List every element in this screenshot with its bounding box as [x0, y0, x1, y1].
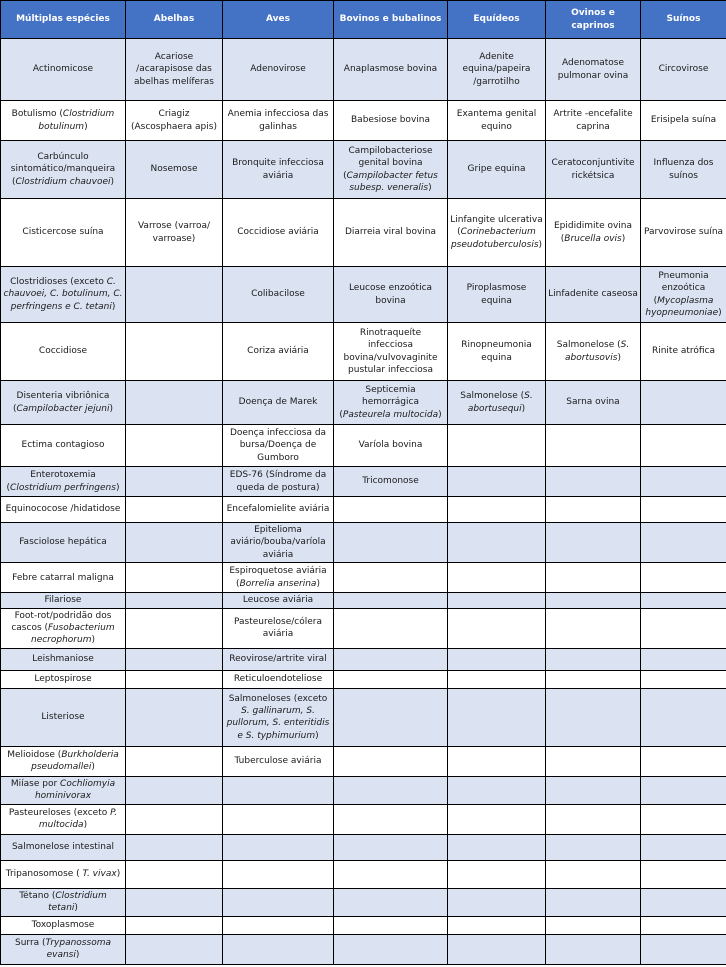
- cell-aves: Epitelioma aviário/bouba/varíola aviária: [223, 523, 334, 563]
- cell-multiplas-especies: Disenteria vibriônica (Campilobacter jejuni): [1, 381, 126, 425]
- cell-abelhas: [126, 425, 223, 467]
- cell-multiplas-especies: Leptospirose: [1, 670, 126, 688]
- table-row: [1, 467, 726, 497]
- table-row: [1, 323, 726, 381]
- table-row: [1, 648, 726, 670]
- table-row: [1, 563, 726, 593]
- cell-abelhas: [126, 381, 223, 425]
- header-equideos: Equídeos: [448, 1, 546, 39]
- cell-abelhas: [126, 888, 223, 916]
- table-row: [1, 381, 726, 425]
- cell-equideos: [448, 916, 546, 934]
- cell-multiplas-especies: Foot-rot/podridão dos cascos (Fusobacterium necrophorum): [1, 608, 126, 648]
- cell-suinos: Influenza dos suínos: [641, 141, 726, 199]
- table-row: [1, 39, 726, 101]
- cell-bovinos-e-bubalinos: Leucose enzoótica bovina: [334, 267, 448, 323]
- cell-suinos: [641, 497, 726, 523]
- cell-aves: Tuberculose aviária: [223, 746, 334, 776]
- cell-multiplas-especies: Coccidiose: [1, 323, 126, 381]
- cell-ovinos-e-caprinos: [546, 860, 641, 888]
- table-row: [1, 523, 726, 563]
- cell-suinos: [641, 804, 726, 834]
- cell-equideos: [448, 860, 546, 888]
- cell-bovinos-e-bubalinos: Babesiose bovina: [334, 101, 448, 141]
- cell-ovinos-e-caprinos: [546, 934, 641, 964]
- cell-equideos: [448, 467, 546, 497]
- cell-suinos: [641, 834, 726, 860]
- table-row: [1, 834, 726, 860]
- cell-abelhas: [126, 860, 223, 888]
- cell-aves: Bronquite infecciosa aviária: [223, 141, 334, 199]
- cell-bovinos-e-bubalinos: [334, 670, 448, 688]
- table-row: [1, 101, 726, 141]
- cell-equideos: [448, 563, 546, 593]
- cell-suinos: Erisipela suína: [641, 101, 726, 141]
- cell-multiplas-especies: Clostridioses (exceto C. chauvoei, C. botulinum, C. perfringens e C. tetani): [1, 267, 126, 323]
- cell-equideos: [448, 746, 546, 776]
- cell-equideos: [448, 934, 546, 964]
- cell-multiplas-especies: Carbúnculo sintomático/manqueira (Clostridium chauvoei): [1, 141, 126, 199]
- cell-suinos: [641, 860, 726, 888]
- cell-suinos: [641, 888, 726, 916]
- cell-ovinos-e-caprinos: [546, 523, 641, 563]
- cell-ovinos-e-caprinos: Salmonelose (S. abortusovis): [546, 323, 641, 381]
- cell-equideos: [448, 834, 546, 860]
- cell-multiplas-especies: Ectima contagioso: [1, 425, 126, 467]
- cell-bovinos-e-bubalinos: [334, 776, 448, 804]
- table-row: [1, 804, 726, 834]
- cell-suinos: [641, 425, 726, 467]
- cell-bovinos-e-bubalinos: Rinotraqueíte infecciosa bovina/vulvovaginite pustular infecciosa: [334, 323, 448, 381]
- cell-aves: Doença infecciosa da bursa/Doença de Gumboro: [223, 425, 334, 467]
- cell-aves: Leucose aviária: [223, 593, 334, 608]
- cell-multiplas-especies: Botulismo (Clostridium botulinum): [1, 101, 126, 141]
- cell-aves: [223, 934, 334, 964]
- cell-ovinos-e-caprinos: Sarna ovina: [546, 381, 641, 425]
- cell-equideos: Gripe equina: [448, 141, 546, 199]
- cell-ovinos-e-caprinos: [546, 776, 641, 804]
- cell-equideos: [448, 688, 546, 746]
- table-row: [1, 425, 726, 467]
- cell-equideos: Exantema genital equino: [448, 101, 546, 141]
- cell-abelhas: [126, 916, 223, 934]
- cell-suinos: [641, 648, 726, 670]
- table-row: [1, 608, 726, 648]
- cell-aves: [223, 916, 334, 934]
- table-row: [1, 860, 726, 888]
- cell-bovinos-e-bubalinos: [334, 688, 448, 746]
- cell-bovinos-e-bubalinos: [334, 860, 448, 888]
- cell-aves: Doença de Marek: [223, 381, 334, 425]
- cell-bovinos-e-bubalinos: [334, 804, 448, 834]
- cell-equideos: [448, 804, 546, 834]
- cell-suinos: Rinite atrófica: [641, 323, 726, 381]
- cell-ovinos-e-caprinos: [546, 497, 641, 523]
- cell-abelhas: [126, 834, 223, 860]
- cell-abelhas: Criagiz (Ascosphaera apis): [126, 101, 223, 141]
- cell-ovinos-e-caprinos: Epididimite ovina (Brucella ovis): [546, 199, 641, 267]
- cell-aves: Salmoneloses (exceto S. gallinarum, S. pullorum, S. enteritidis e S. typhimurium): [223, 688, 334, 746]
- cell-suinos: [641, 688, 726, 746]
- cell-aves: Reovirose/artrite viral: [223, 648, 334, 670]
- cell-aves: [223, 888, 334, 916]
- cell-suinos: Parvovirose suína: [641, 199, 726, 267]
- cell-aves: Espiroquetose aviária (Borrelia anserina): [223, 563, 334, 593]
- cell-bovinos-e-bubalinos: [334, 934, 448, 964]
- cell-ovinos-e-caprinos: [546, 888, 641, 916]
- cell-suinos: [641, 381, 726, 425]
- cell-ovinos-e-caprinos: [546, 688, 641, 746]
- cell-bovinos-e-bubalinos: [334, 497, 448, 523]
- cell-bovinos-e-bubalinos: Tricomonose: [334, 467, 448, 497]
- cell-multiplas-especies: Pasteureloses (exceto P. multocida): [1, 804, 126, 834]
- cell-equideos: Linfangite ulcerativa (Corinebacterium pseudotuberculosis): [448, 199, 546, 267]
- cell-abelhas: [126, 648, 223, 670]
- header-aves: Aves: [223, 1, 334, 39]
- cell-aves: Anemia infecciosa das galinhas: [223, 101, 334, 141]
- cell-abelhas: [126, 523, 223, 563]
- cell-multiplas-especies: Cisticercose suína: [1, 199, 126, 267]
- cell-bovinos-e-bubalinos: Septicemia hemorrágica (Pasteurela multocida): [334, 381, 448, 425]
- cell-aves: [223, 804, 334, 834]
- cell-abelhas: [126, 746, 223, 776]
- cell-suinos: [641, 523, 726, 563]
- cell-aves: Pasteurelose/cólera aviária: [223, 608, 334, 648]
- cell-abelhas: Nosemose: [126, 141, 223, 199]
- cell-aves: [223, 776, 334, 804]
- cell-ovinos-e-caprinos: [546, 834, 641, 860]
- cell-suinos: [641, 593, 726, 608]
- cell-multiplas-especies: Febre catarral maligna: [1, 563, 126, 593]
- cell-abelhas: [126, 497, 223, 523]
- cell-equideos: [448, 670, 546, 688]
- cell-aves: EDS-76 (Síndrome da queda de postura): [223, 467, 334, 497]
- cell-equideos: [448, 425, 546, 467]
- cell-bovinos-e-bubalinos: Campilobacteriose genital bovina (Campilobacter fetus subesp. veneralis): [334, 141, 448, 199]
- cell-aves: Coriza aviária: [223, 323, 334, 381]
- cell-suinos: [641, 776, 726, 804]
- cell-suinos: Pneumonia enzoótica (Mycoplasma hyopneumoniae): [641, 267, 726, 323]
- cell-ovinos-e-caprinos: [546, 648, 641, 670]
- cell-bovinos-e-bubalinos: [334, 563, 448, 593]
- cell-multiplas-especies: Salmonelose intestinal: [1, 834, 126, 860]
- cell-bovinos-e-bubalinos: Anaplasmose bovina: [334, 39, 448, 101]
- cell-multiplas-especies: Enterotoxemia (Clostridium perfringens): [1, 467, 126, 497]
- cell-equideos: [448, 497, 546, 523]
- cell-suinos: [641, 934, 726, 964]
- table-row: [1, 199, 726, 267]
- table-row: [1, 776, 726, 804]
- table-row: [1, 141, 726, 199]
- cell-multiplas-especies: Tétano (Clostridium tetani): [1, 888, 126, 916]
- cell-bovinos-e-bubalinos: [334, 888, 448, 916]
- cell-bovinos-e-bubalinos: [334, 523, 448, 563]
- cell-multiplas-especies: Melioidose (Burkholderia pseudomallei): [1, 746, 126, 776]
- cell-bovinos-e-bubalinos: [334, 834, 448, 860]
- cell-abelhas: [126, 593, 223, 608]
- cell-ovinos-e-caprinos: [546, 746, 641, 776]
- cell-aves: [223, 834, 334, 860]
- cell-ovinos-e-caprinos: [546, 670, 641, 688]
- cell-equideos: Piroplasmose equina: [448, 267, 546, 323]
- header-abelhas: Abelhas: [126, 1, 223, 39]
- cell-multiplas-especies: Listeriose: [1, 688, 126, 746]
- cell-abelhas: Acariose /acarapisose das abelhas melíferas: [126, 39, 223, 101]
- cell-suinos: [641, 746, 726, 776]
- table-row: [1, 688, 726, 746]
- header-ovinos-e-caprinos: Ovinos e caprinos: [546, 1, 641, 39]
- cell-abelhas: [126, 688, 223, 746]
- cell-suinos: [641, 563, 726, 593]
- cell-equideos: [448, 776, 546, 804]
- cell-bovinos-e-bubalinos: [334, 746, 448, 776]
- cell-abelhas: [126, 934, 223, 964]
- cell-equideos: Adenite equina/papeira /garrotilho: [448, 39, 546, 101]
- table-row: [1, 934, 726, 964]
- cell-multiplas-especies: Tripanosomose ( T. vivax): [1, 860, 126, 888]
- cell-suinos: [641, 467, 726, 497]
- cell-ovinos-e-caprinos: Artrite -encefalite caprina: [546, 101, 641, 141]
- table-row: [1, 916, 726, 934]
- cell-aves: Reticuloendoteliose: [223, 670, 334, 688]
- cell-suinos: Circovirose: [641, 39, 726, 101]
- table-row: [1, 267, 726, 323]
- cell-bovinos-e-bubalinos: [334, 916, 448, 934]
- cell-equideos: Salmonelose (S. abortusequi): [448, 381, 546, 425]
- cell-equideos: [448, 593, 546, 608]
- cell-multiplas-especies: Equinococose /hidatidose: [1, 497, 126, 523]
- header-bovinos-e-bubalinos: Bovinos e bubalinos: [334, 1, 448, 39]
- cell-ovinos-e-caprinos: Ceratoconjuntivite rickétsica: [546, 141, 641, 199]
- table-row: [1, 746, 726, 776]
- table-row: [1, 888, 726, 916]
- cell-abelhas: Varrose (varroa/ varroase): [126, 199, 223, 267]
- header-suinos: Suínos: [641, 1, 726, 39]
- cell-multiplas-especies: Actinomicose: [1, 39, 126, 101]
- cell-abelhas: [126, 467, 223, 497]
- cell-aves: Colibacilose: [223, 267, 334, 323]
- cell-abelhas: [126, 670, 223, 688]
- cell-ovinos-e-caprinos: [546, 608, 641, 648]
- cell-multiplas-especies: Toxoplasmose: [1, 916, 126, 934]
- cell-equideos: [448, 523, 546, 563]
- cell-equideos: Rinopneumonia equina: [448, 323, 546, 381]
- cell-suinos: [641, 670, 726, 688]
- cell-ovinos-e-caprinos: [546, 593, 641, 608]
- cell-abelhas: [126, 323, 223, 381]
- cell-suinos: [641, 916, 726, 934]
- cell-multiplas-especies: Fasciolose hepática: [1, 523, 126, 563]
- cell-equideos: [448, 888, 546, 916]
- cell-multiplas-especies: Filariose: [1, 593, 126, 608]
- cell-ovinos-e-caprinos: [546, 804, 641, 834]
- cell-aves: Encefalomielite aviária: [223, 497, 334, 523]
- cell-abelhas: [126, 608, 223, 648]
- cell-multiplas-especies: Leishmaniose: [1, 648, 126, 670]
- cell-abelhas: [126, 804, 223, 834]
- cell-ovinos-e-caprinos: [546, 467, 641, 497]
- table-row: [1, 670, 726, 688]
- cell-multiplas-especies: Surra (Trypanossoma evansi): [1, 934, 126, 964]
- cell-suinos: [641, 608, 726, 648]
- cell-bovinos-e-bubalinos: Diarreia viral bovina: [334, 199, 448, 267]
- cell-abelhas: [126, 267, 223, 323]
- cell-equideos: [448, 608, 546, 648]
- cell-aves: Coccidiose aviária: [223, 199, 334, 267]
- cell-equideos: [448, 648, 546, 670]
- cell-ovinos-e-caprinos: Adenomatose pulmonar ovina: [546, 39, 641, 101]
- cell-ovinos-e-caprinos: [546, 563, 641, 593]
- cell-ovinos-e-caprinos: [546, 916, 641, 934]
- cell-ovinos-e-caprinos: [546, 425, 641, 467]
- table-row: [1, 497, 726, 523]
- cell-ovinos-e-caprinos: Linfadenite caseosa: [546, 267, 641, 323]
- cell-bovinos-e-bubalinos: Varíola bovina: [334, 425, 448, 467]
- header-multiplas-especies: Múltiplas espécies: [1, 1, 126, 39]
- cell-aves: Adenovirose: [223, 39, 334, 101]
- cell-bovinos-e-bubalinos: [334, 593, 448, 608]
- header-row: [1, 1, 726, 39]
- cell-abelhas: [126, 563, 223, 593]
- cell-multiplas-especies: Miíase por Cochliomyia hominivorax: [1, 776, 126, 804]
- table-row: [1, 593, 726, 608]
- cell-bovinos-e-bubalinos: [334, 648, 448, 670]
- cell-bovinos-e-bubalinos: [334, 608, 448, 648]
- cell-abelhas: [126, 776, 223, 804]
- cell-aves: [223, 860, 334, 888]
